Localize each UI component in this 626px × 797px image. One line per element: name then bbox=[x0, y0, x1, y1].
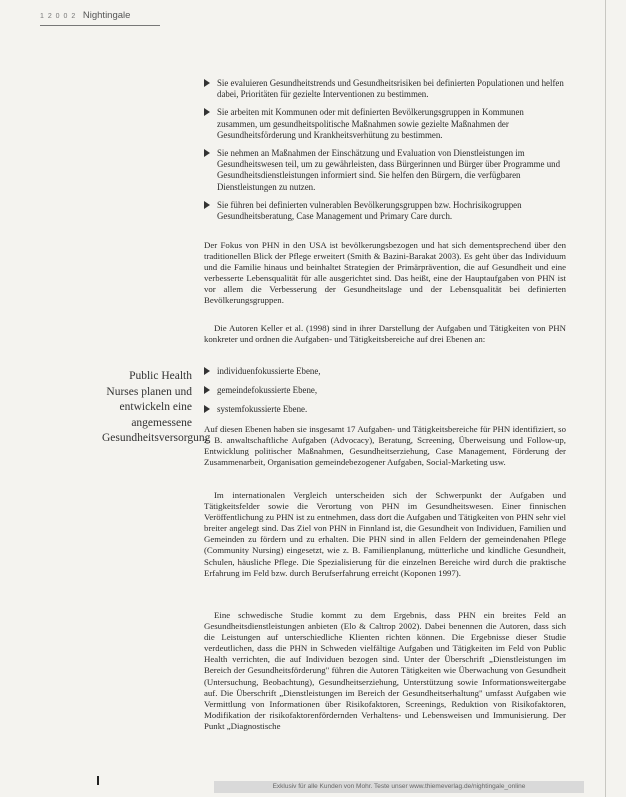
bullet-arrow-icon bbox=[204, 386, 210, 394]
paragraph-2: Die Autoren Keller et al. (1998) sind in ihrer Darstellung der Aufgaben und Tätigkeiten von PHN konkreter und ordnen die Aufgaben- und Tätigkeitsbereiche auf drei Ebenen an: bbox=[204, 323, 566, 345]
list-item: Sie nehmen an Maßnahmen der Einschätzung und Evaluation von Dienstleistungen im Gesundheitswesen teil, um zu gewährleisten, dass Bürgerinnen und Bürger über Programme und Gesundheitsdienstleistungen informiert sind. Sie helfen den Bürgern, die verfügbaren Dienstleistungen zu nutzen. bbox=[204, 148, 564, 193]
bullet-arrow-icon bbox=[204, 79, 210, 87]
bullet-arrow-icon bbox=[204, 108, 210, 116]
paragraph-3: Auf diesen Ebenen haben sie insgesamt 17 Aufgaben- und Tätigkeitsbereiche für PHN identifiziert, so z. B. anwaltschaftliche Aufgaben (Advocacy), Beratung, Screening, Überweisung und Follow-up, Entwicklung politischer Maßnahmen, Gesundheitserziehung, Case Management, Förderung der Zusammenarbeit, Organisation gemeindebezogener Aufgaben, Social-Marketing usw. bbox=[204, 424, 566, 468]
margin-mark bbox=[97, 776, 99, 785]
bullet-arrow-icon bbox=[204, 405, 210, 413]
footer-watermark: Exklusiv für alle Kunden von Mohr. Teste unser www.thiemeverlag.de/nightingale_online bbox=[214, 781, 584, 793]
running-title: Nightingale bbox=[82, 10, 131, 21]
level-bullet-list bbox=[204, 366, 564, 423]
bullet-arrow-icon bbox=[204, 201, 210, 209]
header-rule bbox=[40, 25, 160, 26]
bullet-arrow-icon bbox=[204, 367, 210, 375]
paragraph-1: Der Fokus von PHN in den USA ist bevölkerungsbezogen und hat sich dementsprechend über den traditionellen Blick der Pflege erweitert (Smith & Bazini-Barakat 2003). Es geht über das Individuum und die Familie hinaus und beinhaltet Strategien der Primärprävention, die auf Gesundheit und eine verbesserte Lebensqualität für alle ausgerichtet sind. Das heißt, eine der Hauptaufgaben von PHN ist vor allem die Verbesserung der Gesundheitslage und der Lebensqualität bei definierten Bevölkerungsgruppen. bbox=[204, 240, 566, 306]
page-marks: 1 2 0 0 2 bbox=[40, 13, 77, 20]
bullet-arrow-icon bbox=[204, 149, 210, 157]
list-item: individuenfokussierte Ebene, bbox=[204, 366, 564, 377]
list-item: gemeindefokussierte Ebene, bbox=[204, 385, 564, 396]
list-item: Sie führen bei definierten vulnerablen Bevölkerungsgruppen bzw. Hochrisikogruppen Gesundheitsberatung, Case Management und Primary Care durch. bbox=[204, 200, 564, 222]
margin-note: Public Health Nurses planen und entwickeln eine angemessene Gesundheitsversorgung bbox=[102, 370, 211, 444]
list-item: Sie evaluieren Gesundheitstrends und Gesundheitsrisiken bei definierten Populationen und helfen dabei, Prioritäten für gezielte Interventionen zu bestimmen. bbox=[204, 78, 564, 100]
page-edge bbox=[605, 0, 606, 797]
top-bullet-list bbox=[204, 78, 564, 229]
list-item: systemfokussierte Ebene. bbox=[204, 404, 564, 415]
paragraph-4: Im internationalen Vergleich unterscheiden sich der Schwerpunkt der Aufgaben und Tätigkeitsfelder sowie die Verortung von PHN im Gesundheitswesen. Einer finnischen Veröffentlichung zu PHN ist zu entnehmen, dass dort die Aufgaben und Tätigkeiten von PHN sehr viel breiter angelegt sind. Das Ziel von PHN in Finnland ist, die Gesundheit von Individuen, Familien und Gemeinden zu fördern und zu erhalten. Die PHN sind in allen Feldern der gemeindenahen Pflege (Community Nursing) eingesetzt, wie z. B. Familienplanung, mütterliche und kindliche Gesundheit, Schulen, häusliche Pflege. Die Spezialisierung für die einzelnen Bereiche wird durch die praktische Erfahrung im Feld bzw. durch Berufserfahrung erreicht (Koponen 1997). bbox=[204, 490, 566, 578]
list-item: Sie arbeiten mit Kommunen oder mit definierten Bevölkerungsgruppen in Kommunen zusammen, um gesundheitspolitische Maßnahmen sowie gezielte Maßnahmen der Gesundheitsförderung und Krankheitsverhütung zu bestimmen. bbox=[204, 107, 564, 141]
running-header bbox=[40, 10, 130, 21]
paragraph-5: Eine schwedische Studie kommt zu dem Ergebnis, dass PHN ein breites Feld an Gesundheitsdienstleistungen anbieten (Elo & Caltrop 2002). Dabei benennen die Autoren, dass sich die Leistungen auf unterschiedliche Klienten richten können. Die Ergebnisse dieser Studie verdeutlichen, dass die PHN in Schweden vielfältige Aufgaben und Tätigkeiten im Feld von Public Health verrichten, die auf Individuen bezogen sind. Unter der Überschrift „Dienstleistungen im Bereich der Gesundheitsförderung" führen die Autoren Tätigkeiten wie Überwachung von Gesundheit (Untersuchung, Beobachtung), Gesundheitserziehung, Unterstützung sowie Informationsweitergabe auf. Die Überschrift „Dienstleistungen im Bereich der Gesundheitserhaltung" umfasst Aufgaben wie Vermittlung von Informationen über Risikofaktoren, Screenings, Reduktion von Risikofaktoren, Modifikation der risikofaktorenfördernden Verhaltens- und Lebensweisen und Immunisierung. Der Punkt „Diagnostische bbox=[204, 610, 566, 731]
